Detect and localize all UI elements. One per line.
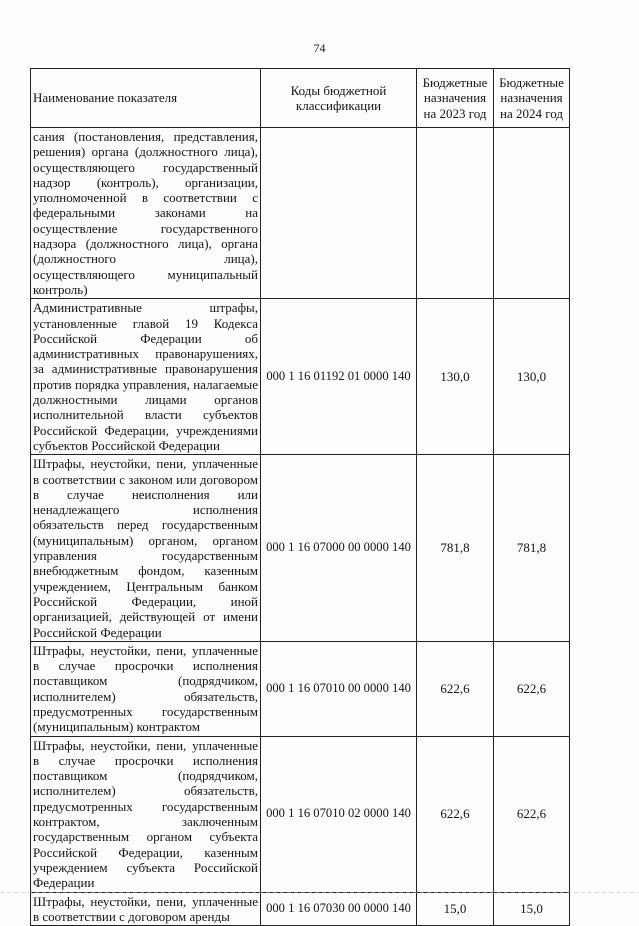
row-value-2023: 130,0 <box>417 299 494 455</box>
row-name: Штрафы, неустойки, пени, уплаченные в случае просрочки исполнения поставщиком (подрядчиком, исполнителем) обязательств, предусмотренных государственным (муниципальным) контрактом <box>31 641 261 736</box>
row-value-2023: 622,6 <box>417 736 494 892</box>
row-code: 000 1 16 01192 01 0000 140 <box>261 299 417 455</box>
table-header-row <box>31 69 570 128</box>
row-value-2023: 15,0 <box>417 892 494 926</box>
table-row <box>31 892 570 926</box>
row-code: 000 1 16 07010 02 0000 140 <box>261 736 417 892</box>
budget-table <box>30 68 570 926</box>
row-value-2023 <box>417 128 494 299</box>
header-2023: Бюджетные назначения на 2023 год <box>417 69 494 128</box>
header-code: Коды бюджетной классификации <box>261 69 417 128</box>
row-name: Штрафы, неустойки, пени, уплаченные в соответствии с законом или договором в случае неисполнения или ненадлежащего исполнения обязательств перед государственным (муниципальным) органом, органом управления государственным внебюджетным фондом, казенным учреждением, Центральным банком Российской Федерации, иной организацией, действующей от имени Российской Федерации <box>31 455 261 642</box>
table-row <box>31 128 570 299</box>
table-row <box>31 299 570 455</box>
row-code: 000 1 16 07000 00 0000 140 <box>261 455 417 642</box>
row-name: Административные штрафы, установленные главой 19 Кодекса Российской Федерации об административных правонарушениях, за административные правонарушения против порядка управления, налагаемые должностными лицами органов исполнительной власти субъектов Российской Федерации, учреждениями субъектов Российской Федерации <box>31 299 261 455</box>
row-name: сания (постановления, представления, решения) органа (должностного лица), осуществляющего государственный надзор (контроль), организации, уполномоченной в соответствии с федеральными законами на осуществление государственного надзора (должностного лица), органа (должностного лица), осуществляющего муниципальный контроль) <box>31 128 261 299</box>
scan-edge-line <box>0 892 639 893</box>
header-name: Наименование показателя <box>31 69 261 128</box>
row-value-2023: 781,8 <box>417 455 494 642</box>
row-code: 000 1 16 07030 00 0000 140 <box>261 892 417 926</box>
row-name: Штрафы, неустойки, пени, уплаченные в соответствии с договором аренды <box>31 892 261 926</box>
row-code: 000 1 16 07010 00 0000 140 <box>261 641 417 736</box>
table-row <box>31 736 570 892</box>
table-row <box>31 455 570 642</box>
row-value-2024: 130,0 <box>494 299 570 455</box>
row-value-2023: 622,6 <box>417 641 494 736</box>
row-value-2024: 781,8 <box>494 455 570 642</box>
page-number: 74 <box>313 41 326 55</box>
row-value-2024: 622,6 <box>494 736 570 892</box>
row-code <box>261 128 417 299</box>
row-value-2024 <box>494 128 570 299</box>
row-name: Штрафы, неустойки, пени, уплаченные в случае просрочки исполнения поставщиком (подрядчиком, исполнителем) обязательств, предусмотренных государственным контрактом, заключенным государственным органом субъекта Российской Федерации, казенным учреждением субъекта Российской Федерации <box>31 736 261 892</box>
row-value-2024: 15,0 <box>494 892 570 926</box>
header-2024: Бюджетные назначения на 2024 год <box>494 69 570 128</box>
row-value-2024: 622,6 <box>494 641 570 736</box>
table-row <box>31 641 570 736</box>
